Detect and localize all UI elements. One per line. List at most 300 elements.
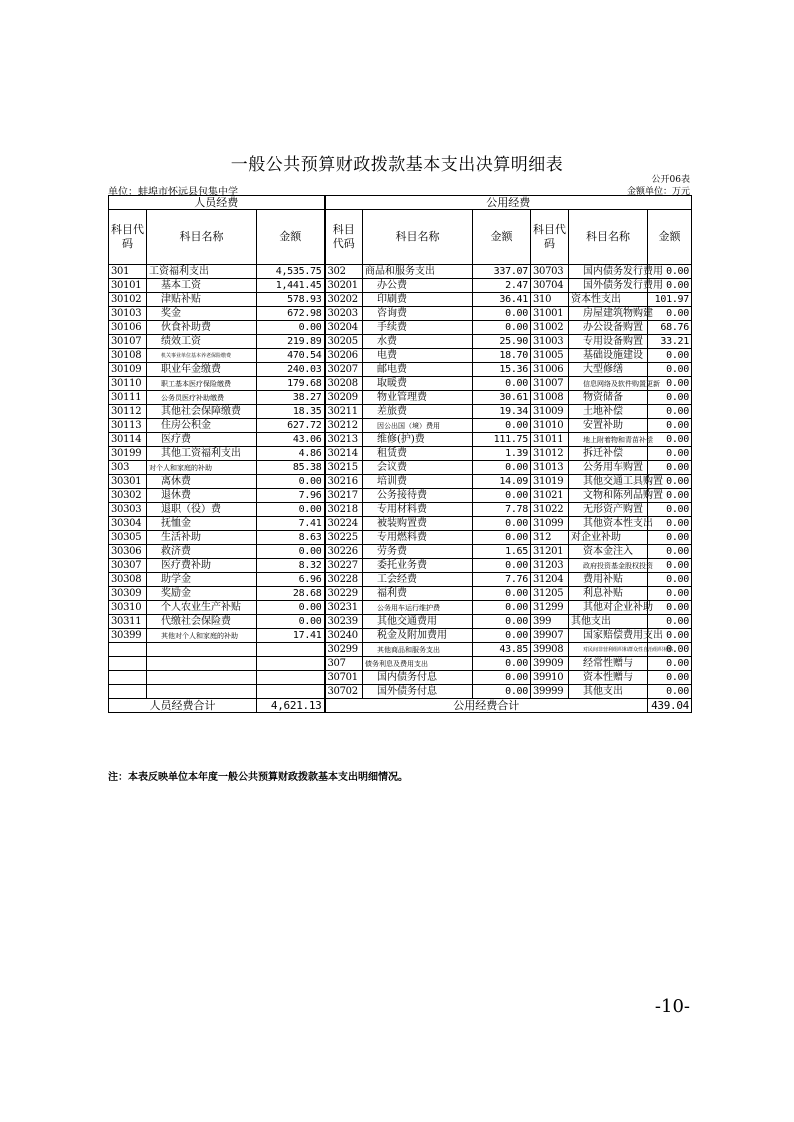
personnel-code-cell: 30399 bbox=[109, 629, 147, 643]
capital-name-cell: 专用设备购置 bbox=[569, 335, 648, 349]
public-name-cell: 印刷费 bbox=[363, 293, 473, 307]
public-amount-cell: 0.00 bbox=[473, 321, 531, 335]
public-amount-cell: 0.00 bbox=[473, 307, 531, 321]
capital-code-cell: 31003 bbox=[531, 335, 569, 349]
table-row bbox=[109, 307, 692, 321]
capital-code-cell: 30703 bbox=[531, 265, 569, 279]
capital-amount-cell: 0.00 bbox=[648, 545, 692, 559]
personnel-group-header: 人员经费 bbox=[109, 196, 325, 210]
capital-code-cell: 39999 bbox=[531, 685, 569, 699]
personnel-name-header: 科目名称 bbox=[147, 210, 257, 265]
table-row bbox=[109, 335, 692, 349]
capital-name-cell: 国外债务发行费用 bbox=[569, 279, 648, 293]
personnel-code-cell: 30308 bbox=[109, 573, 147, 587]
personnel-amount-cell: 38.27 bbox=[257, 391, 325, 405]
capital-amount-cell: 0.00 bbox=[648, 265, 692, 279]
public-code-header: 科目代码 bbox=[325, 210, 363, 265]
page-title: 一般公共预算财政拨款基本支出决算明细表 bbox=[230, 155, 564, 175]
personnel-code-cell: 30311 bbox=[109, 615, 147, 629]
personnel-code-cell bbox=[109, 685, 147, 699]
public-name-cell: 专用燃料费 bbox=[363, 531, 473, 545]
public-name-cell: 电费 bbox=[363, 349, 473, 363]
capital-amount-cell: 0.00 bbox=[648, 391, 692, 405]
public-name-cell: 国内债务付息 bbox=[363, 671, 473, 685]
public-amount-cell: 0.00 bbox=[473, 531, 531, 545]
personnel-amount-cell: 0.00 bbox=[257, 503, 325, 517]
public-name-cell: 物业管理费 bbox=[363, 391, 473, 405]
personnel-amount-cell: 28.68 bbox=[257, 587, 325, 601]
personnel-code-cell: 30111 bbox=[109, 391, 147, 405]
capital-name-cell: 对企业补助 bbox=[569, 531, 648, 545]
personnel-name-cell bbox=[147, 685, 257, 699]
capital-name-cell: 其他支出 bbox=[569, 615, 648, 629]
capital-code-header: 科目代码 bbox=[531, 210, 569, 265]
public-code-cell: 30227 bbox=[325, 559, 363, 573]
personnel-amount-cell: 17.41 bbox=[257, 629, 325, 643]
personnel-code-cell bbox=[109, 671, 147, 685]
public-code-cell: 30239 bbox=[325, 615, 363, 629]
capital-code-cell: 399 bbox=[531, 615, 569, 629]
personnel-name-cell: 救济费 bbox=[147, 545, 257, 559]
personnel-name-cell: 抚恤金 bbox=[147, 517, 257, 531]
public-name-cell: 专用材料费 bbox=[363, 503, 473, 517]
capital-code-cell: 31019 bbox=[531, 475, 569, 489]
public-total-value: 439.04 bbox=[648, 699, 692, 713]
public-code-cell: 30206 bbox=[325, 349, 363, 363]
public-amount-cell: 0.00 bbox=[473, 377, 531, 391]
public-name-cell: 公务接待费 bbox=[363, 489, 473, 503]
public-code-cell: 30213 bbox=[325, 433, 363, 447]
personnel-total-label: 人员经费合计 bbox=[109, 699, 257, 713]
personnel-amount-cell: 0.00 bbox=[257, 321, 325, 335]
public-amount-cell: 18.70 bbox=[473, 349, 531, 363]
public-name-cell: 国外债务付息 bbox=[363, 685, 473, 699]
public-name-cell: 维修(护)费 bbox=[363, 433, 473, 447]
capital-code-cell: 39908 bbox=[531, 643, 569, 657]
personnel-code-cell: 30109 bbox=[109, 363, 147, 377]
table-row bbox=[109, 573, 692, 587]
capital-name-cell: 地上附着物和青苗补偿 bbox=[569, 433, 648, 447]
public-amount-cell: 0.00 bbox=[473, 629, 531, 643]
personnel-amount-cell: 4,535.75 bbox=[257, 265, 325, 279]
public-code-cell: 30205 bbox=[325, 335, 363, 349]
capital-amount-cell: 33.21 bbox=[648, 335, 692, 349]
personnel-name-cell: 医疗费补助 bbox=[147, 559, 257, 573]
public-code-cell: 30201 bbox=[325, 279, 363, 293]
form-code: 公开06表 bbox=[651, 175, 690, 185]
unit-label: 单位：蚌埠市怀远县包集中学 bbox=[108, 187, 238, 198]
personnel-code-cell: 30302 bbox=[109, 489, 147, 503]
page-number: -10- bbox=[654, 996, 690, 1017]
personnel-amount-cell: 240.03 bbox=[257, 363, 325, 377]
capital-amount-cell: 0.00 bbox=[648, 279, 692, 293]
table-row bbox=[109, 587, 692, 601]
capital-name-cell: 资本性支出 bbox=[569, 293, 648, 307]
capital-amount-cell: 0.00 bbox=[648, 433, 692, 447]
table-row bbox=[109, 279, 692, 293]
personnel-name-cell: 公务员医疗补助缴费 bbox=[147, 391, 257, 405]
public-amount-cell: 111.75 bbox=[473, 433, 531, 447]
capital-name-cell: 拆迁补偿 bbox=[569, 447, 648, 461]
capital-name-cell: 办公设备购置 bbox=[569, 321, 648, 335]
public-code-cell: 30211 bbox=[325, 405, 363, 419]
personnel-code-cell: 30309 bbox=[109, 587, 147, 601]
personnel-code-cell bbox=[109, 643, 147, 657]
capital-name-cell: 土地补偿 bbox=[569, 405, 648, 419]
public-code-cell: 307 bbox=[325, 657, 363, 671]
capital-amount-header: 金额 bbox=[648, 210, 692, 265]
public-amount-cell: 0.00 bbox=[473, 657, 531, 671]
table-row bbox=[109, 461, 692, 475]
personnel-name-cell: 津贴补贴 bbox=[147, 293, 257, 307]
public-name-cell: 因公出国（境）费用 bbox=[363, 419, 473, 433]
capital-name-cell: 对民间非营利组织和群众性自治组织补贴 bbox=[569, 643, 648, 657]
personnel-code-cell: 30108 bbox=[109, 349, 147, 363]
public-code-cell: 30702 bbox=[325, 685, 363, 699]
public-code-cell: 30231 bbox=[325, 601, 363, 615]
capital-name-cell: 其他对企业补助 bbox=[569, 601, 648, 615]
public-name-cell: 债务利息及费用支出 bbox=[363, 657, 473, 671]
public-name-cell: 办公费 bbox=[363, 279, 473, 293]
capital-code-cell: 31205 bbox=[531, 587, 569, 601]
personnel-amount-cell: 578.93 bbox=[257, 293, 325, 307]
capital-amount-cell: 101.97 bbox=[648, 293, 692, 307]
public-amount-cell: 14.09 bbox=[473, 475, 531, 489]
table-row bbox=[109, 615, 692, 629]
personnel-name-cell: 其他社会保障缴费 bbox=[147, 405, 257, 419]
capital-amount-cell: 0.00 bbox=[648, 363, 692, 377]
capital-amount-cell: 0.00 bbox=[648, 517, 692, 531]
public-name-cell: 福利费 bbox=[363, 587, 473, 601]
capital-name-cell: 国家赔偿费用支出 bbox=[569, 629, 648, 643]
personnel-name-cell bbox=[147, 671, 257, 685]
public-name-cell: 手续费 bbox=[363, 321, 473, 335]
capital-amount-cell: 0.00 bbox=[648, 419, 692, 433]
capital-name-cell: 无形资产购置 bbox=[569, 503, 648, 517]
personnel-amount-cell: 6.96 bbox=[257, 573, 325, 587]
capital-amount-cell: 0.00 bbox=[648, 349, 692, 363]
personnel-name-cell: 其他对个人和家庭的补助 bbox=[147, 629, 257, 643]
personnel-name-cell: 退职（役）费 bbox=[147, 503, 257, 517]
table-row bbox=[109, 447, 692, 461]
public-name-cell: 被装购置费 bbox=[363, 517, 473, 531]
capital-name-cell: 其他支出 bbox=[569, 685, 648, 699]
table-row bbox=[109, 475, 692, 489]
personnel-amount-header: 金额 bbox=[257, 210, 325, 265]
personnel-code-cell: 30110 bbox=[109, 377, 147, 391]
table-row bbox=[109, 531, 692, 545]
public-name-cell: 租赁费 bbox=[363, 447, 473, 461]
public-amount-cell: 0.00 bbox=[473, 685, 531, 699]
capital-name-cell: 资本金注入 bbox=[569, 545, 648, 559]
public-name-cell: 其他商品和服务支出 bbox=[363, 643, 473, 657]
capital-code-cell: 310 bbox=[531, 293, 569, 307]
capital-name-cell: 其他交通工具购置 bbox=[569, 475, 648, 489]
personnel-name-cell: 伙食补助费 bbox=[147, 321, 257, 335]
public-code-cell: 30225 bbox=[325, 531, 363, 545]
capital-amount-cell: 0.00 bbox=[648, 643, 692, 657]
public-code-cell: 30214 bbox=[325, 447, 363, 461]
personnel-name-cell: 离休费 bbox=[147, 475, 257, 489]
capital-amount-cell: 0.00 bbox=[648, 601, 692, 615]
capital-code-cell: 31099 bbox=[531, 517, 569, 531]
capital-code-cell: 312 bbox=[531, 531, 569, 545]
public-name-cell: 公务用车运行维护费 bbox=[363, 601, 473, 615]
capital-code-cell: 31022 bbox=[531, 503, 569, 517]
capital-amount-cell: 0.00 bbox=[648, 671, 692, 685]
personnel-name-cell: 职业年金缴费 bbox=[147, 363, 257, 377]
personnel-amount-cell bbox=[257, 671, 325, 685]
capital-name-cell: 其他资本性支出 bbox=[569, 517, 648, 531]
capital-name-cell: 物资储备 bbox=[569, 391, 648, 405]
personnel-name-cell: 职工基本医疗保险缴费 bbox=[147, 377, 257, 391]
capital-amount-cell: 0.00 bbox=[648, 573, 692, 587]
public-code-cell: 30228 bbox=[325, 573, 363, 587]
public-amount-cell: 0.00 bbox=[473, 559, 531, 573]
capital-name-cell: 基础设施建设 bbox=[569, 349, 648, 363]
capital-code-cell: 31009 bbox=[531, 405, 569, 419]
capital-code-cell: 39909 bbox=[531, 657, 569, 671]
personnel-amount-cell: 8.32 bbox=[257, 559, 325, 573]
public-code-cell: 30229 bbox=[325, 587, 363, 601]
table-row bbox=[109, 685, 692, 699]
personnel-code-cell: 30310 bbox=[109, 601, 147, 615]
personnel-code-cell: 30303 bbox=[109, 503, 147, 517]
personnel-amount-cell: 8.63 bbox=[257, 531, 325, 545]
table-row bbox=[109, 419, 692, 433]
public-amount-cell: 43.85 bbox=[473, 643, 531, 657]
personnel-amount-cell: 627.72 bbox=[257, 419, 325, 433]
capital-name-cell: 经常性赠与 bbox=[569, 657, 648, 671]
personnel-code-header: 科目代码 bbox=[109, 210, 147, 265]
amount-unit-label: 金额单位：万元 bbox=[626, 187, 690, 197]
capital-code-cell: 31013 bbox=[531, 461, 569, 475]
table-row bbox=[109, 293, 692, 307]
personnel-code-cell: 30107 bbox=[109, 335, 147, 349]
public-total-label: 公用经费合计 bbox=[325, 699, 648, 713]
personnel-code-cell: 30112 bbox=[109, 405, 147, 419]
public-code-cell: 30299 bbox=[325, 643, 363, 657]
table-row bbox=[109, 377, 692, 391]
personnel-amount-cell bbox=[257, 685, 325, 699]
capital-name-cell: 房屋建筑物购建 bbox=[569, 307, 648, 321]
public-name-cell: 培训费 bbox=[363, 475, 473, 489]
personnel-name-cell: 住房公积金 bbox=[147, 419, 257, 433]
table-row bbox=[109, 321, 692, 335]
capital-name-cell: 大型修缮 bbox=[569, 363, 648, 377]
table-row bbox=[109, 629, 692, 643]
capital-code-cell: 31010 bbox=[531, 419, 569, 433]
personnel-code-cell: 301 bbox=[109, 265, 147, 279]
personnel-amount-cell: 0.00 bbox=[257, 545, 325, 559]
table-row bbox=[109, 517, 692, 531]
personnel-code-cell: 30305 bbox=[109, 531, 147, 545]
personnel-code-cell: 30113 bbox=[109, 419, 147, 433]
personnel-amount-cell: 0.00 bbox=[257, 475, 325, 489]
public-amount-cell: 0.00 bbox=[473, 615, 531, 629]
public-amount-cell: 36.41 bbox=[473, 293, 531, 307]
capital-name-cell: 国内债务发行费用 bbox=[569, 265, 648, 279]
public-amount-cell: 0.00 bbox=[473, 517, 531, 531]
public-amount-cell: 2.47 bbox=[473, 279, 531, 293]
public-amount-cell: 1.39 bbox=[473, 447, 531, 461]
public-code-cell: 30218 bbox=[325, 503, 363, 517]
personnel-amount-cell: 18.35 bbox=[257, 405, 325, 419]
capital-name-cell: 利息补贴 bbox=[569, 587, 648, 601]
personnel-code-cell: 30106 bbox=[109, 321, 147, 335]
personnel-amount-cell: 4.86 bbox=[257, 447, 325, 461]
capital-amount-cell: 0.00 bbox=[648, 685, 692, 699]
capital-amount-cell: 0.00 bbox=[648, 629, 692, 643]
personnel-code-cell: 30114 bbox=[109, 433, 147, 447]
personnel-name-cell: 退休费 bbox=[147, 489, 257, 503]
public-code-cell: 30215 bbox=[325, 461, 363, 475]
public-amount-cell: 7.78 bbox=[473, 503, 531, 517]
personnel-name-cell: 生活补助 bbox=[147, 531, 257, 545]
public-name-cell: 邮电费 bbox=[363, 363, 473, 377]
capital-code-cell: 31011 bbox=[531, 433, 569, 447]
personnel-name-cell bbox=[147, 657, 257, 671]
public-code-cell: 30217 bbox=[325, 489, 363, 503]
table-row bbox=[109, 503, 692, 517]
capital-code-cell: 31008 bbox=[531, 391, 569, 405]
public-amount-cell: 0.00 bbox=[473, 671, 531, 685]
capital-code-cell: 31012 bbox=[531, 447, 569, 461]
personnel-amount-cell: 470.54 bbox=[257, 349, 325, 363]
table-row bbox=[109, 265, 692, 279]
personnel-code-cell: 303 bbox=[109, 461, 147, 475]
personnel-amount-cell: 85.38 bbox=[257, 461, 325, 475]
personnel-name-cell: 其他工资福利支出 bbox=[147, 447, 257, 461]
capital-name-cell: 文物和陈列品购置 bbox=[569, 489, 648, 503]
public-code-cell: 30212 bbox=[325, 419, 363, 433]
personnel-total-value: 4,621.13 bbox=[257, 699, 325, 713]
table-note: 注：本表反映单位本年度一般公共预算财政拨款基本支出明细情况。 bbox=[108, 772, 408, 783]
personnel-name-cell: 助学金 bbox=[147, 573, 257, 587]
capital-code-cell: 31204 bbox=[531, 573, 569, 587]
capital-amount-cell: 68.76 bbox=[648, 321, 692, 335]
public-code-cell: 30701 bbox=[325, 671, 363, 685]
personnel-name-cell: 代缴社会保险费 bbox=[147, 615, 257, 629]
public-amount-cell: 0.00 bbox=[473, 587, 531, 601]
personnel-code-cell bbox=[109, 657, 147, 671]
public-code-cell: 30224 bbox=[325, 517, 363, 531]
table-row bbox=[109, 671, 692, 685]
personnel-amount-cell: 1,441.45 bbox=[257, 279, 325, 293]
public-amount-cell: 15.36 bbox=[473, 363, 531, 377]
public-name-cell: 咨询费 bbox=[363, 307, 473, 321]
public-name-cell: 差旅费 bbox=[363, 405, 473, 419]
personnel-code-cell: 30101 bbox=[109, 279, 147, 293]
personnel-code-cell: 30199 bbox=[109, 447, 147, 461]
capital-amount-cell: 0.00 bbox=[648, 447, 692, 461]
public-code-cell: 30204 bbox=[325, 321, 363, 335]
capital-name-cell: 费用补贴 bbox=[569, 573, 648, 587]
capital-code-cell: 31299 bbox=[531, 601, 569, 615]
public-amount-cell: 0.00 bbox=[473, 461, 531, 475]
expenditure-table bbox=[108, 195, 692, 713]
table-row bbox=[109, 545, 692, 559]
public-amount-cell: 30.61 bbox=[473, 391, 531, 405]
personnel-amount-cell bbox=[257, 657, 325, 671]
public-name-header: 科目名称 bbox=[363, 210, 473, 265]
public-amount-cell: 1.65 bbox=[473, 545, 531, 559]
personnel-code-cell: 30301 bbox=[109, 475, 147, 489]
public-amount-cell: 0.00 bbox=[473, 419, 531, 433]
personnel-name-cell: 医疗费 bbox=[147, 433, 257, 447]
public-code-cell: 30208 bbox=[325, 377, 363, 391]
capital-amount-cell: 0.00 bbox=[648, 559, 692, 573]
capital-code-cell: 31005 bbox=[531, 349, 569, 363]
capital-code-cell: 31007 bbox=[531, 377, 569, 391]
table-row bbox=[109, 559, 692, 573]
public-name-cell: 税金及附加费用 bbox=[363, 629, 473, 643]
capital-amount-cell: 0.00 bbox=[648, 489, 692, 503]
public-name-cell: 取暖费 bbox=[363, 377, 473, 391]
public-amount-cell: 19.34 bbox=[473, 405, 531, 419]
table-row bbox=[109, 601, 692, 615]
public-amount-cell: 7.76 bbox=[473, 573, 531, 587]
public-code-cell: 30203 bbox=[325, 307, 363, 321]
personnel-name-cell bbox=[147, 643, 257, 657]
personnel-amount-cell: 0.00 bbox=[257, 601, 325, 615]
capital-code-cell: 31001 bbox=[531, 307, 569, 321]
personnel-amount-cell: 7.96 bbox=[257, 489, 325, 503]
public-group-header: 公用经费 bbox=[325, 196, 692, 210]
capital-code-cell: 31021 bbox=[531, 489, 569, 503]
public-amount-cell: 0.00 bbox=[473, 601, 531, 615]
capital-amount-cell: 0.00 bbox=[648, 503, 692, 517]
capital-amount-cell: 0.00 bbox=[648, 475, 692, 489]
capital-name-header: 科目名称 bbox=[569, 210, 648, 265]
capital-amount-cell: 0.00 bbox=[648, 615, 692, 629]
public-code-cell: 30209 bbox=[325, 391, 363, 405]
public-amount-cell: 0.00 bbox=[473, 489, 531, 503]
personnel-name-cell: 机关事业单位基本养老保险缴费 bbox=[147, 349, 257, 363]
capital-amount-cell: 0.00 bbox=[648, 657, 692, 671]
public-name-cell: 劳务费 bbox=[363, 545, 473, 559]
capital-code-cell: 31203 bbox=[531, 559, 569, 573]
capital-code-cell: 31002 bbox=[531, 321, 569, 335]
capital-amount-cell: 0.00 bbox=[648, 377, 692, 391]
public-code-cell: 302 bbox=[325, 265, 363, 279]
public-name-cell: 工会经费 bbox=[363, 573, 473, 587]
personnel-code-cell: 30304 bbox=[109, 517, 147, 531]
capital-amount-cell: 0.00 bbox=[648, 587, 692, 601]
table-row bbox=[109, 391, 692, 405]
personnel-name-cell: 基本工资 bbox=[147, 279, 257, 293]
table-row bbox=[109, 489, 692, 503]
personnel-code-cell: 30103 bbox=[109, 307, 147, 321]
public-name-cell: 水费 bbox=[363, 335, 473, 349]
capital-name-cell: 信息网络及软件购置更新 bbox=[569, 377, 648, 391]
public-name-cell: 其他交通费用 bbox=[363, 615, 473, 629]
capital-name-cell: 安置补助 bbox=[569, 419, 648, 433]
capital-name-cell: 资本性赠与 bbox=[569, 671, 648, 685]
capital-amount-cell: 0.00 bbox=[648, 405, 692, 419]
public-code-cell: 30240 bbox=[325, 629, 363, 643]
personnel-code-cell: 30306 bbox=[109, 545, 147, 559]
capital-code-cell: 39907 bbox=[531, 629, 569, 643]
public-code-cell: 30202 bbox=[325, 293, 363, 307]
public-amount-cell: 25.90 bbox=[473, 335, 531, 349]
personnel-amount-cell: 7.41 bbox=[257, 517, 325, 531]
public-code-cell: 30226 bbox=[325, 545, 363, 559]
capital-amount-cell: 0.00 bbox=[648, 307, 692, 321]
public-name-cell: 委托业务费 bbox=[363, 559, 473, 573]
personnel-name-cell: 绩效工资 bbox=[147, 335, 257, 349]
public-name-cell: 商品和服务支出 bbox=[363, 265, 473, 279]
